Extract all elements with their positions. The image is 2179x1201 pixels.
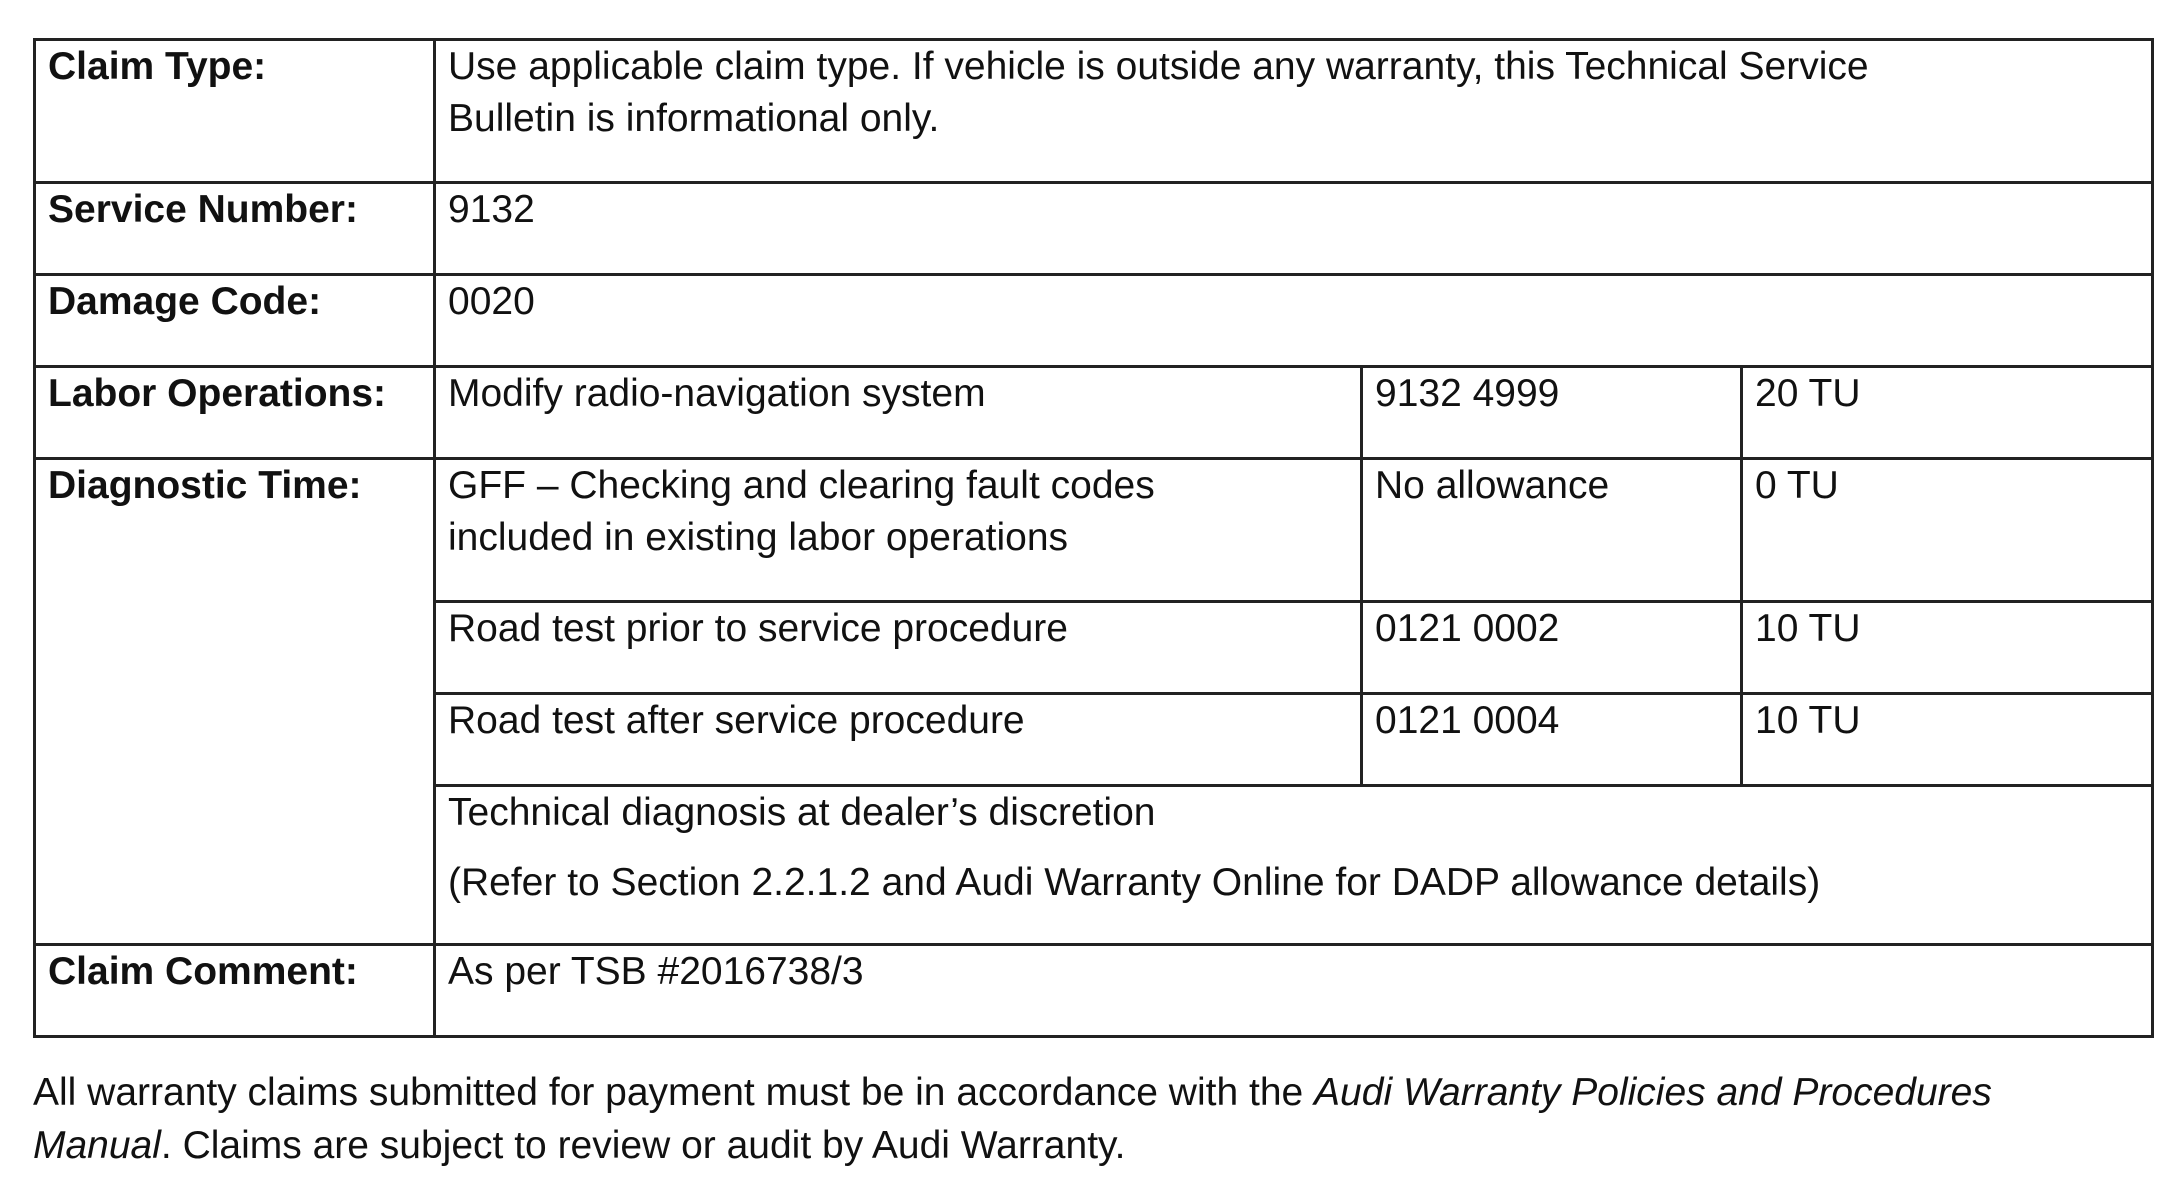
claim-type-text-line1: Use applicable claim type. If vehicle is outside any warranty, this Technical Service bbox=[448, 45, 1869, 88]
diagnostic-gff-time: 0 TU bbox=[1742, 459, 2153, 602]
claim-comment-label: Claim Comment: bbox=[35, 945, 435, 1037]
damage-code-row bbox=[35, 275, 2153, 367]
damage-code-label: Damage Code: bbox=[35, 275, 435, 367]
diagnostic-gff-description bbox=[435, 459, 1362, 602]
service-number-row bbox=[35, 183, 2153, 275]
labor-operations-label: Labor Operations: bbox=[35, 367, 435, 459]
claim-type-row bbox=[35, 40, 2153, 183]
diagnostic-gff-line1: GFF – Checking and clearing fault codes bbox=[448, 464, 1155, 507]
technical-diagnosis-line2: (Refer to Section 2.2.1.2 and Audi Warranty Online for DADP allowance details) bbox=[448, 861, 1821, 904]
road-test-after-description: Road test after service procedure bbox=[435, 694, 1362, 786]
warranty-claim-table-container bbox=[33, 38, 2151, 1038]
technical-diagnosis-line1: Technical diagnosis at dealer’s discretion bbox=[448, 791, 1156, 834]
technical-diagnosis-cell bbox=[435, 786, 2153, 945]
footer-manual-title-part1: Audi Warranty Policies and Procedures bbox=[1314, 1071, 1992, 1114]
labor-operations-time: 20 TU bbox=[1742, 367, 2153, 459]
claim-comment-value: As per TSB #2016738/3 bbox=[435, 945, 2153, 1037]
claim-type-value bbox=[435, 40, 2153, 183]
service-number-label: Service Number: bbox=[35, 183, 435, 275]
labor-operations-code: 9132 4999 bbox=[1362, 367, 1742, 459]
diagnostic-gff-code: No allowance bbox=[1362, 459, 1742, 602]
road-test-prior-description: Road test prior to service procedure bbox=[435, 602, 1362, 694]
footer-text-part1: All warranty claims submitted for payment must be in accordance with the bbox=[33, 1071, 1315, 1114]
warranty-claim-table bbox=[33, 38, 2154, 1038]
road-test-prior-time: 10 TU bbox=[1742, 602, 2153, 694]
claim-comment-row bbox=[35, 945, 2153, 1037]
diagnostic-time-label: Diagnostic Time: bbox=[35, 459, 435, 945]
damage-code-value: 0020 bbox=[435, 275, 2153, 367]
diagnostic-gff-row bbox=[35, 459, 2153, 602]
road-test-after-code: 0121 0004 bbox=[1362, 694, 1742, 786]
footer-text-part2: . Claims are subject to review or audit by Audi Warranty. bbox=[160, 1124, 1126, 1167]
footer-manual-title-part2: Manual bbox=[33, 1124, 161, 1167]
claim-type-text-line2: Bulletin is informational only. bbox=[448, 97, 940, 140]
road-test-after-time: 10 TU bbox=[1742, 694, 2153, 786]
claim-type-label: Claim Type: bbox=[35, 40, 435, 183]
diagnostic-gff-line2: included in existing labor operations bbox=[448, 516, 1069, 559]
service-number-value: 9132 bbox=[435, 183, 2153, 275]
labor-operations-row bbox=[35, 367, 2153, 459]
warranty-footer-note bbox=[33, 1066, 2151, 1172]
road-test-prior-code: 0121 0002 bbox=[1362, 602, 1742, 694]
labor-operations-description: Modify radio-navigation system bbox=[435, 367, 1362, 459]
